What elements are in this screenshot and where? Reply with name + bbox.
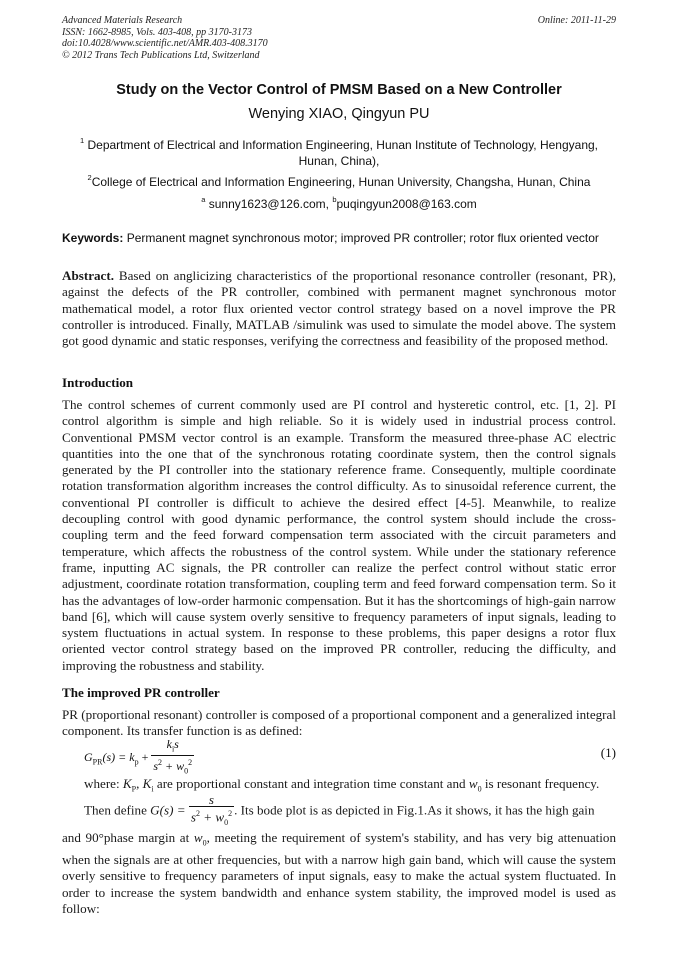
affiliation-2-mark: 2 bbox=[87, 173, 92, 182]
abstract-label: Abstract. bbox=[62, 268, 114, 283]
eq1-g-sub: PR bbox=[92, 757, 103, 767]
eq1-arg: (s) = k bbox=[102, 750, 135, 765]
affiliation-2 bbox=[62, 174, 616, 190]
affiliation-1-line2: Hunan, China), bbox=[298, 154, 380, 168]
affiliation-1-mark: 1 bbox=[79, 136, 85, 145]
affiliation-2-text: College of Electrical and Information Engineering, Hunan University, Changsha, Hunan, China bbox=[91, 175, 591, 189]
eq1-numerator: $k_is$ bbox=[151, 738, 194, 756]
copyright-line: © 2012 Trans Tech Publications Ltd, Switzerland bbox=[62, 49, 260, 61]
then-define-line: Then define G(s) = $\frac{s}{s^2 + w_0^2}$ . Its bode plot is as depicted in Fig.1.As it shows, it has the high gain bbox=[84, 793, 595, 830]
journal-name: Advanced Materials Research bbox=[62, 15, 183, 26]
g-fraction bbox=[189, 793, 234, 830]
eq1-denominator: $s^2 + w_0^2$ bbox=[153, 758, 193, 776]
introduction-heading: Introduction bbox=[62, 375, 134, 390]
email-b: puqingyun2008@163.com bbox=[336, 197, 477, 211]
equation-1-number: (1) bbox=[600, 745, 616, 760]
keywords-text: Permanent magnet synchronous motor; improved PR controller; rotor flux oriented vector bbox=[126, 231, 599, 245]
pr-controller-heading: The improved PR controller bbox=[62, 685, 220, 700]
g-denominator: $s^2 + w_0^2$ bbox=[190, 809, 233, 827]
keywords-label: Keywords: bbox=[62, 231, 124, 245]
g-numerator: s bbox=[189, 793, 234, 807]
email-b-mark: b bbox=[332, 195, 337, 204]
journal-header bbox=[62, 15, 616, 61]
paper-title: Study on the Vector Control of PMSM Based on a New Controller bbox=[116, 82, 562, 98]
online-date: Online: 2011-11-29 bbox=[537, 15, 616, 26]
equation-1 bbox=[84, 738, 194, 779]
abstract-text: Based on anglicizing characteristics of the proportional resonance controller (resonant, PR), against the defects of the PR controller, combined with permanent magnet synchronous motor mathematical model, a rotor flux oriented vector control strategy based on a novel improve the PR controller is introduced. Finally, MATLAB /simulink was used to simulate the model above. The system got good dynamic and static responses, verifying the correctness and feasibility of the proposed method. bbox=[62, 268, 616, 349]
pr-controller-intro: PR (proportional resonant) controller is composed of a proportional component and a generalized integral component. Its transfer function is as defined: bbox=[62, 707, 616, 739]
pr-closing-paragraph: and 90°phase margin at $w_0$, meeting the requirement of system's stability, and has very big attenuation when the signals are at other frequencies, but with a narrow high gain band, which will cause the system overly sensitive to frequency parameters of input signals, easy to make the actual system fluctuated. In order to increase the system bandwidth and enhance system stability, the improved model is used as follow: bbox=[62, 830, 616, 916]
eq1-g: G bbox=[84, 750, 93, 765]
where-line: where: $K_P$, $K_i$ are proportional constant and integration time constant and $w_0$ is resonant frequency. bbox=[84, 776, 600, 794]
keywords bbox=[62, 231, 616, 246]
email-a: sunny1623@126.com, bbox=[208, 197, 329, 211]
abstract bbox=[62, 268, 616, 349]
eq1-kp-sub: p bbox=[134, 757, 139, 767]
affiliation-1-line1: Department of Electrical and Information Engineering, Hunan Institute of Technology, Hengyang, bbox=[87, 138, 599, 152]
introduction-text: The control schemes of current commonly used are PI control and hysteretic control, etc. [1, 2]. PI control algorithm is simple and high reliable. So it is widely used in industrial process control. Conventional PMSM vector control is an example. Transform the measured three-phase AC electric quantities into the one that of the synchronous rotating coordinate system, then the control signals generated by the PI controller into the stationary reference frame. Consequently, multiple coordinate rotation transformation algorithm increases the control difficulty. As to sinusoidal reference current, the conventional PI controller is difficult to achieve the desired effect [4-5]. Meanwhile, to realize decoupling control with good dynamic performance, the control system should include the cross-coupling term and the feed forward compensation term associated with the circuit parameters and temperature, which affects the robustness of the control system. While under the stationary reference frame, inputting AC signals, the PR controller can realize the perfect control without static error adjustment, coordinate rotation transformation, coupling term and feed forward compensation term. So it has the advantages of low-order harmonic compensation. But it has the shortcomings of high-gain narrow band [6], which will cause system overly sensitive to frequency parameters of input signals, leading to system fluctuations in actual system. In response to these problems, this paper designs a rotor flux oriented vector control strategy based on the improved PR controller, reducing the difficulty, and improving the robustness and stability. bbox=[62, 397, 616, 673]
author-emails bbox=[62, 196, 616, 212]
affiliation-1 bbox=[62, 137, 616, 169]
paper-authors: Wenying XIAO, Qingyun PU bbox=[248, 106, 430, 122]
email-a-mark: a bbox=[201, 195, 206, 204]
eq1-plus: + bbox=[141, 750, 149, 765]
doi-line: doi:10.4028/www.scientific.net/AMR.403-408.3170 bbox=[62, 38, 268, 49]
issn-line: ISSN: 1662-8985, Vols. 403-408, pp 3170-3173 bbox=[62, 26, 252, 38]
eq1-fraction bbox=[151, 738, 194, 779]
